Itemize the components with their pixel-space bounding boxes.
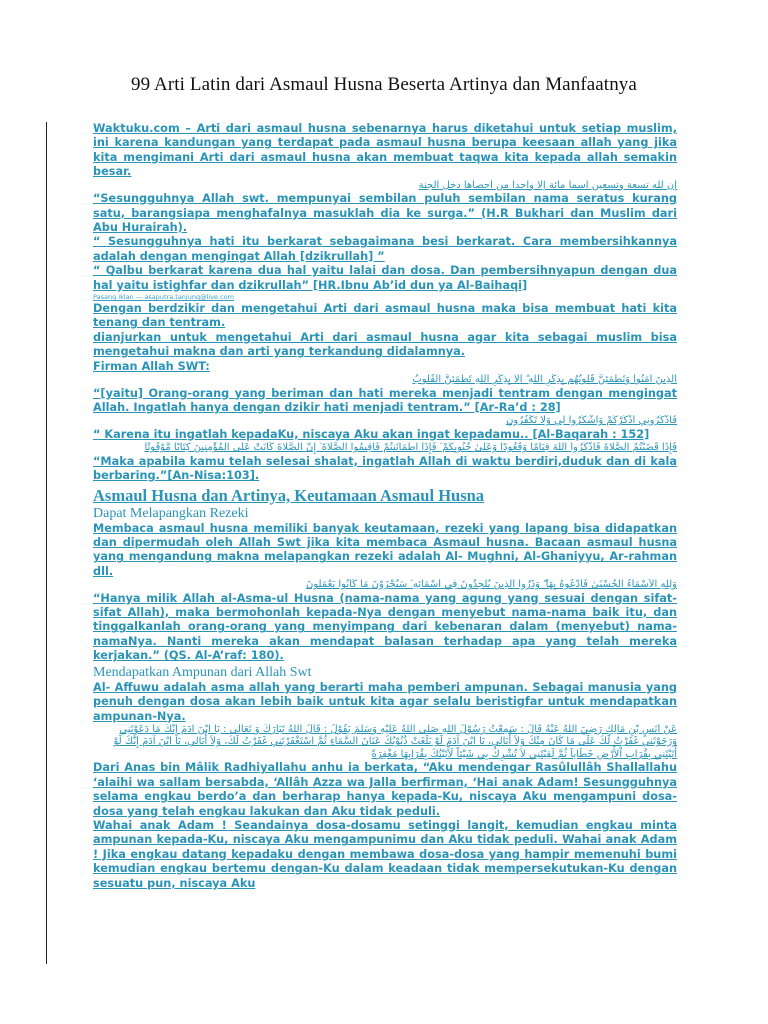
intro-paragraph[interactable]: Waktuku.com – Arti dari asmaul husna sebenarnya harus diketahui untuk setiap muslim, ini karena kandungan yang terdapat pada asmaul husna berupa keesaan allah yang jika kita mengimani Arti dari asmaul husna akan membuat taqwa kita kepada allah semakin besar.	[93, 122, 677, 179]
hadith-translation[interactable]: “Sesungguhnya Allah swt. mempunyai sembilan puluh sembilan nama seratus kurang satu, barangsiapa menghafalnya masuklah dia ke surga.” (H.R Bukhari dan Muslim dari Abu Hurairah).	[93, 192, 677, 234]
arabic-hadith-text: إن لله تسعة وتسعين اسما مائة إلا واحدا من أحصاها دخل الجنة	[418, 179, 677, 191]
verse-translation[interactable]: “Hanya milik Allah al-Asma-ul Husna (nama-nama yang agung yang sesuai dengan sifat-sifat Allah), maka bermohonlah kepada-Nya dengan menyebut nama-nama baik itu, dan tinggalkanlah orang-orang yang menyimpang dari kebenaran dalam (menyebut) nama-namaNya. Nanti mereka akan mendapat balasan terhadap apa yang telah mereka kerjakan.” (QS. Al-A’raf: 180).	[93, 591, 677, 663]
body-paragraph[interactable]: Membaca asmaul husna memiliki banyak keutamaan, rezeki yang lapang bisa didapatkan dan dipermudah oleh Allah Swt jika kita membaca Asmaul husna. Bacaan asmaul husna yang mengandung makna melapangkan rezeki adalah Al- Mughni, Al-Ghaniyyu, Ar-rahman dll.	[93, 521, 677, 578]
body-paragraph[interactable]: Al- Affuwu adalah asma allah yang berarti maha pemberi ampunan. Sebagai manusia yang penuh dengan dosa akan lebih baik untuk kita agar selalu beristigfar untuk mendapatkan ampunan-Nya.	[93, 680, 677, 723]
hadith-translation[interactable]: Dari Anas bin Mâlik Radhiyallahu anhu ia berkata, “Aku mendengar Rasûlullâh Shallallahu ‘alaihi wa sallam bersabda, ‘Allâh Azza wa Jalla berfirman, ‘Hai anak Adam! Sesungguhnya selama engkau berdo’a dan berharap hanya kepada-Ku, niscaya Aku mengampuni dosa-dosa yang telah engkau lakukan dan Aku tidak peduli.	[93, 761, 677, 818]
body-paragraph[interactable]: Firman Allah SWT:	[93, 359, 210, 373]
subsection-heading: Dapat Melapangkan Rezeki	[93, 505, 249, 521]
body-paragraph[interactable]: Dengan berdzikir dan mengetahui Arti dari asmaul husna maka bisa membuat hati kita tenang dan tentram.	[93, 301, 677, 330]
body-paragraph[interactable]: dianjurkan untuk mengetahui Arti dari asmaul husna agar kita sebagai muslim bisa mengetahui makna dan arti yang terkandung didalamnya.	[93, 330, 677, 359]
subsection-heading: Mendapatkan Ampunan dari Allah Swt	[93, 664, 312, 680]
hadith-translation[interactable]: Wahai anak Adam ! Seandainya dosa-dosamu setinggi langit, kemudian engkau minta ampunan kepada-Ku, niscaya Aku mengampunimu dan Aku tidak peduli. Wahai anak Adam ! Jika engkau datang kepadaku dengan membawa dosa-dosa yang hampir memenuhi bumi kemudian engkau bertemu dengan-Ku dalam keadaan tidak mempersekutukan-Ku dengan sesuatu pun, niscaya Aku	[93, 819, 677, 890]
arabic-hadith-text: عَنْ أَنَسٍ بْنِ مَالِكٍ رَضِيَ اللهُ عَنْهُ قَالَ : سَمِعْتُ رَسُوْلَ اللهِ صَلَّى اللهُ عَلَيْهِ وَسَلَّمَ يَقُوْلُ : قَالَ اللهُ تَبَارَكَ وَ تَعَالَى : يَا ابْنَ آدَمَ إِنَّكَ مَا دَعَوْتَنِي وَرَجَوْتَنِي غَفَرْتُ لَكَ عَلَى مَا كَانَ مِنْكَ وَلاَ أُبَالِي، يَا ابْنَ آدَمَ لَوْ بَلَغَتْ ذُنُوْبُكَ عَنَانَ السَّمَاءِ ثُمَّ اسْتَغْفَرْتَنِي غَفَرْتُ لَكَ، وَلاَ أُبَالِي، يَا ابْنَ آدَمَ إِنَّكَ لَوْ أَتَيْتَنِي بِقُرَابِ اْلأَرْضِ خَطَاياَ ثُمَّ لَقِيْتَنِي لاَ تُشْرِكُ بِي شَيْئاً لَأَتَيْتُكَ بِقُرَابِهَا مَغْفِرَةً	[113, 723, 677, 760]
document-body	[93, 122, 677, 1022]
section-heading[interactable]: Asmaul Husna dan Artinya, Keutamaan Asmaul Husna	[93, 485, 485, 505]
verse-translation[interactable]: “[yaitu] Orang-orang yang beriman dan hati mereka menjadi tentram dengan mengingat Allah. Ingatlah hanya dengan dzikir hati menjadi tentram.” [Ar-Ra’d : 28]	[93, 386, 677, 414]
left-margin-rule	[46, 122, 47, 964]
ad-link[interactable]: Pasang iklan — asaputra.tanjung@live.com	[93, 292, 235, 301]
verse-translation[interactable]: “Maka apabila kamu telah selesai shalat, ingatlah Allah di waktu berdiri,duduk dan di kala berbaring.”[An-Nisa:103].	[93, 454, 677, 483]
verse-translation[interactable]: “ Karena itu ingatlah kepadaKu, niscaya Aku akan ingat kepadamu.. [Al-Baqarah : 152]	[93, 427, 650, 441]
page-title: 99 Arti Latin dari Asmaul Husna Beserta Artinya dan Manfaatnya	[131, 74, 637, 95]
quote-paragraph[interactable]: “ Qalbu berkarat karena dua hal yaitu lalai dan dosa. Dan pembersihnyapun dengan dua hal yaitu istighfar dan dzikrullah” [HR.Ibnu Ab’id dun ya Al-Baihaqi]	[93, 264, 677, 292]
arabic-verse-text: الَّذِينَ آمَنُوا وَتَطْمَئِنُّ قُلُوبُهُم بِذِكْرِ اللَّهِ ۗ أَلَا بِذِكْرِ اللَّهِ تَطْمَئِنُّ الْقُلُوبُ	[412, 374, 677, 385]
arabic-verse-text: فَاذْكُرُونِي أَذْكُرْكُمْ وَاشْكُرُوا لِي وَلَا تَكْفُرُونِ	[506, 415, 677, 427]
arabic-verse-text: فَإِذَا قَضَيْتُمُ الصَّلَاةَ فَاذْكُرُوا اللَّهَ قِيَامًا وَقُعُودًا وَعَلَىٰ جُنُوبِكُمْ ۚ فَإِذَا اطْمَأْنَنتُمْ فَأَقِيمُوا الصَّلَاةَ ۚ إِنَّ الصَّلَاةَ كَانَتْ عَلَى الْمُؤْمِنِينَ كِتَابًا مَّوْقُوتًا	[144, 442, 677, 454]
arabic-verse-text: وَلِلَّهِ الْأَسْمَاءُ الْحُسْنَىٰ فَادْعُوهُ بِهَا ۖ وَذَرُوا الَّذِينَ يُلْحِدُونَ فِي أَسْمَائِهِ ۚ سَيُجْزَوْنَ مَا كَانُوا يَعْمَلُونَ	[305, 579, 677, 591]
quote-paragraph[interactable]: “ Sesungguhnya hati itu berkarat sebagaimana besi berkarat. Cara membersihkannya adalah dengan mengingat Allah [dzikrullah] ”	[93, 235, 677, 263]
